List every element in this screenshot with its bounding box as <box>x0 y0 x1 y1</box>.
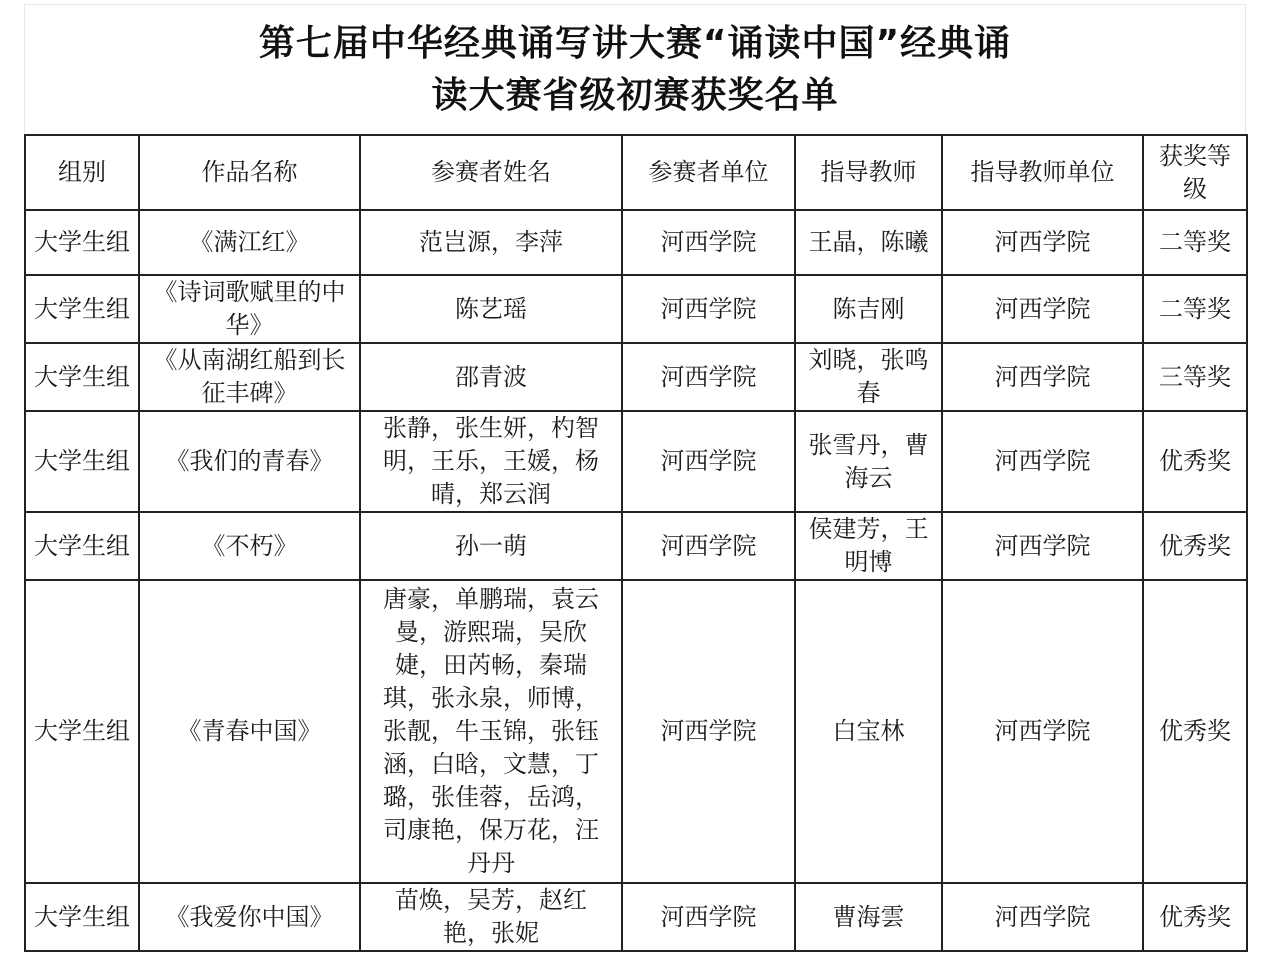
cell-participant-names: 孙一萌 <box>360 512 622 580</box>
cell-group: 大学生组 <box>25 210 139 275</box>
cell-participant-unit: 河西学院 <box>622 275 795 343</box>
cell-work-title: 《我们的青春》 <box>139 411 360 512</box>
header-award-level: 获奖等级 <box>1143 135 1247 210</box>
cell-participant-names: 邵青波 <box>360 343 622 411</box>
header-participant-unit: 参赛者单位 <box>622 135 795 210</box>
table-row <box>25 343 1247 411</box>
document-page <box>24 4 1246 947</box>
cell-instructor-unit: 河西学院 <box>942 580 1143 883</box>
document-title <box>24 4 1246 134</box>
cell-instructor-unit: 河西学院 <box>942 210 1143 275</box>
cell-participant-unit: 河西学院 <box>622 210 795 275</box>
cell-participant-unit: 河西学院 <box>622 580 795 883</box>
cell-participant-names: 苗焕，吴芳，赵红艳，张妮 <box>360 883 622 951</box>
title-line-1: 第七届中华经典诵写讲大赛“诵读中国”经典诵 <box>258 22 1012 64</box>
cell-group: 大学生组 <box>25 275 139 343</box>
cell-instructor: 曹海雲 <box>795 883 942 951</box>
cell-group: 大学生组 <box>25 883 139 951</box>
table-row <box>25 580 1247 883</box>
cell-work-title: 《青春中国》 <box>139 580 360 883</box>
header-work-title: 作品名称 <box>139 135 360 210</box>
cell-work-title: 《不朽》 <box>139 512 360 580</box>
cell-participant-unit: 河西学院 <box>622 343 795 411</box>
cell-group: 大学生组 <box>25 343 139 411</box>
cell-instructor: 白宝林 <box>795 580 942 883</box>
cell-group: 大学生组 <box>25 512 139 580</box>
cell-work-title: 《满江红》 <box>139 210 360 275</box>
cell-group: 大学生组 <box>25 580 139 883</box>
table-header-row <box>25 135 1247 210</box>
cell-group: 大学生组 <box>25 411 139 512</box>
table-row <box>25 411 1247 512</box>
table-row <box>25 210 1247 275</box>
cell-participant-names: 张静，张生妍，杓智明，王乐，王媛，杨晴，郑云润 <box>360 411 622 512</box>
cell-work-title: 《我爱你中国》 <box>139 883 360 951</box>
cell-award-level: 优秀奖 <box>1143 411 1247 512</box>
cell-award-level: 优秀奖 <box>1143 580 1247 883</box>
cell-participant-unit: 河西学院 <box>622 512 795 580</box>
table-row <box>25 275 1247 343</box>
cell-instructor: 王晶，陈曦 <box>795 210 942 275</box>
cell-award-level: 优秀奖 <box>1143 512 1247 580</box>
cell-participant-names: 陈艺瑶 <box>360 275 622 343</box>
cell-work-title: 《诗词歌赋里的中华》 <box>139 275 360 343</box>
table-row <box>25 512 1247 580</box>
cell-instructor: 陈吉刚 <box>795 275 942 343</box>
cell-award-level: 二等奖 <box>1143 275 1247 343</box>
cell-award-level: 二等奖 <box>1143 210 1247 275</box>
cell-instructor: 刘晓，张鸣春 <box>795 343 942 411</box>
cell-award-level: 三等奖 <box>1143 343 1247 411</box>
header-instructor-unit: 指导教师单位 <box>942 135 1143 210</box>
cell-instructor-unit: 河西学院 <box>942 343 1143 411</box>
cell-instructor: 张雪丹，曹海云 <box>795 411 942 512</box>
cell-participant-names: 唐豪，单鹏瑞，袁云曼，游熙瑞，吴欣婕，田芮畅，秦瑞琪，张永泉，师博，张靓，牛玉锦，张钰涵，白晗，文慧，丁璐，张佳蓉，岳鸿，司康艳，保万花，汪丹丹 <box>360 580 622 883</box>
cell-instructor-unit: 河西学院 <box>942 275 1143 343</box>
cell-instructor-unit: 河西学院 <box>942 411 1143 512</box>
cell-award-level: 优秀奖 <box>1143 883 1247 951</box>
table-row <box>25 883 1247 951</box>
header-group: 组别 <box>25 135 139 210</box>
award-table <box>24 134 1248 952</box>
header-instructor: 指导教师 <box>795 135 942 210</box>
cell-instructor-unit: 河西学院 <box>942 512 1143 580</box>
cell-work-title: 《从南湖红船到长征丰碑》 <box>139 343 360 411</box>
title-line-2: 读大赛省级初赛获奖名单 <box>431 74 839 116</box>
cell-instructor: 侯建芳，王明博 <box>795 512 942 580</box>
cell-participant-names: 范岂源，李萍 <box>360 210 622 275</box>
cell-participant-unit: 河西学院 <box>622 883 795 951</box>
cell-participant-unit: 河西学院 <box>622 411 795 512</box>
cell-instructor-unit: 河西学院 <box>942 883 1143 951</box>
header-participant-names: 参赛者姓名 <box>360 135 622 210</box>
